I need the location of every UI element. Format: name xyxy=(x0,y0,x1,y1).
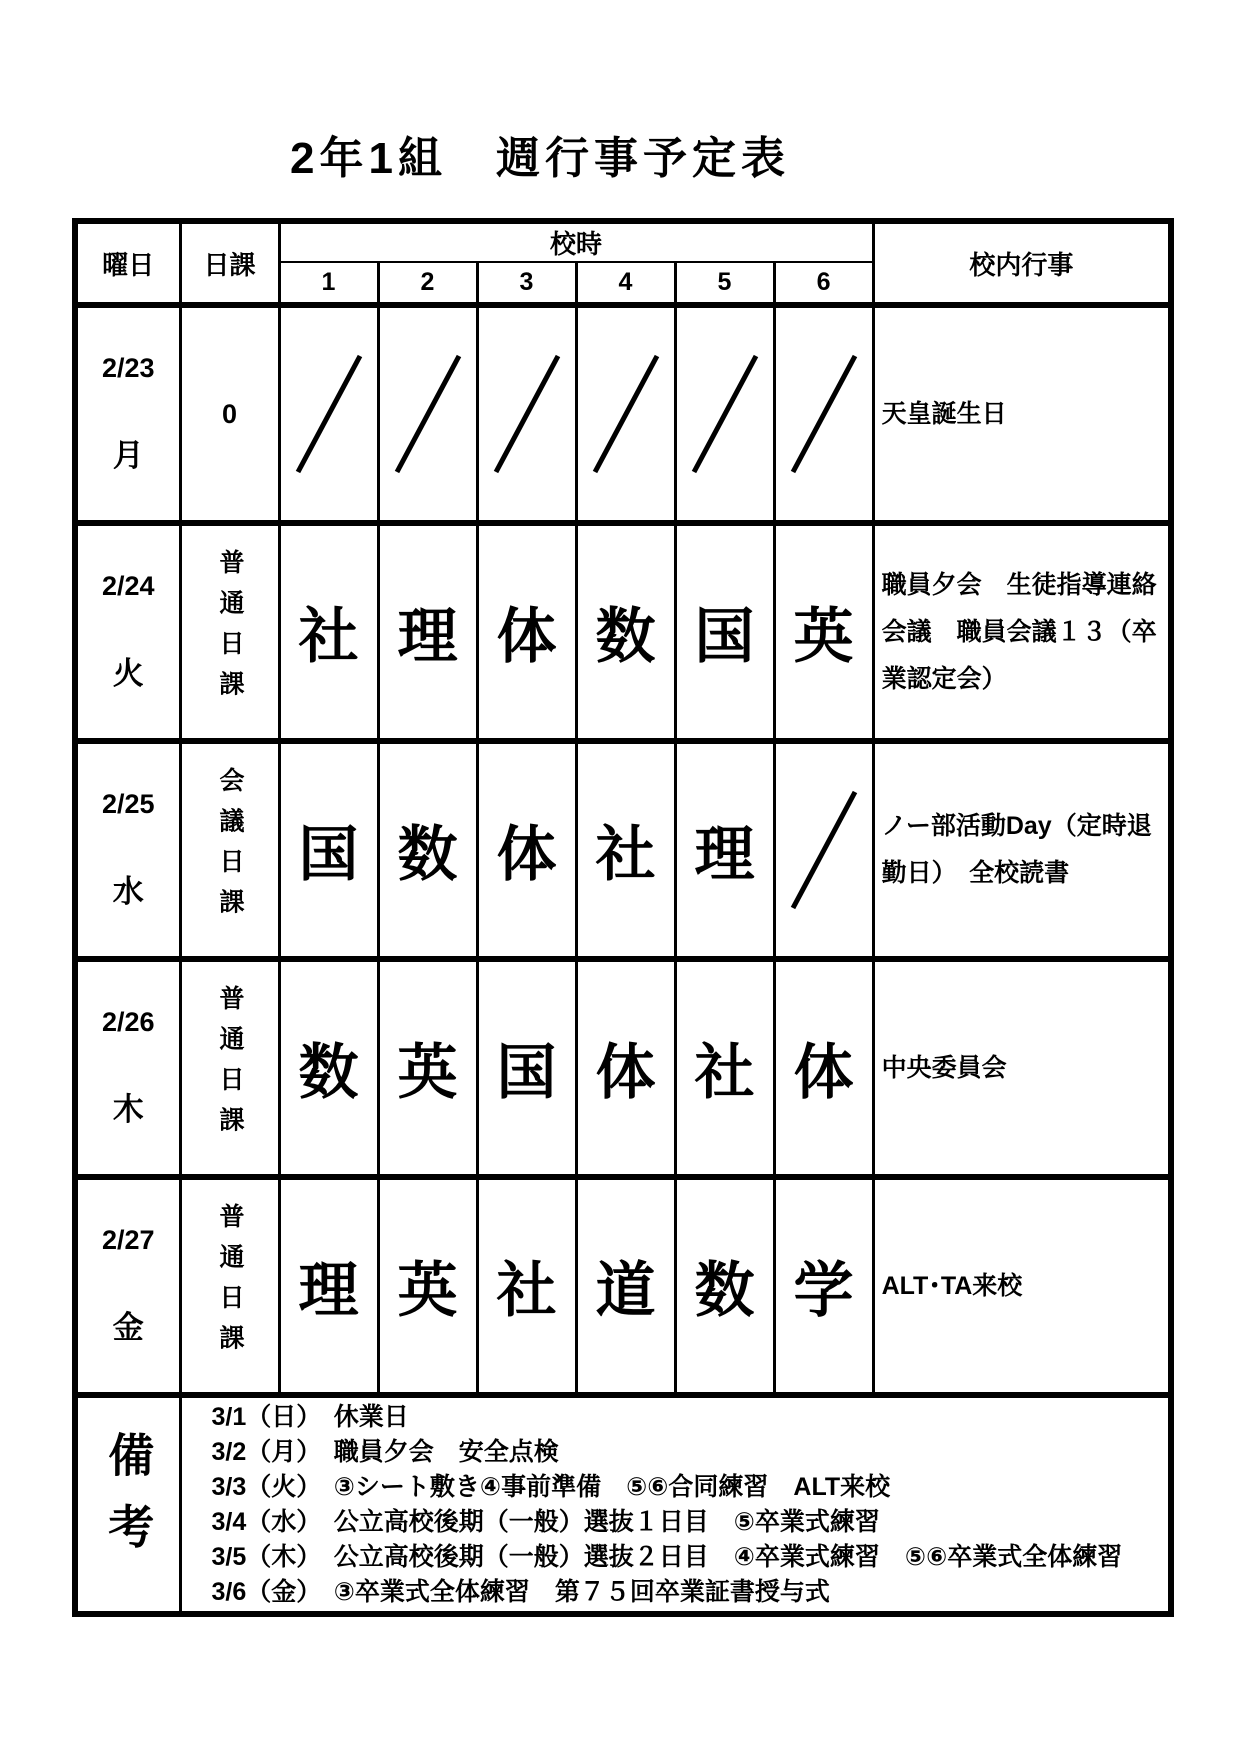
date-cell xyxy=(75,1177,180,1395)
period-cell: 体 xyxy=(477,523,576,741)
period-cell xyxy=(774,741,873,959)
remarks-line: 3/2（月） 職員夕会 安全点検 xyxy=(211,1437,559,1466)
daily-schedule-value: 普通日課 xyxy=(216,1202,244,1365)
event-cell: 天皇誕生日 xyxy=(873,305,1171,523)
date-label: 2/25 xyxy=(101,789,155,819)
period-cell xyxy=(576,305,675,523)
date-cell xyxy=(75,959,180,1177)
period-cell xyxy=(774,305,873,523)
header-day: 曜日 xyxy=(75,221,180,305)
period-cell: 理 xyxy=(378,523,477,741)
remarks-label: 備考 xyxy=(102,1430,155,1574)
remarks-label-cell xyxy=(75,1395,180,1614)
header-period-3: 3 xyxy=(477,262,576,305)
period-cell: 理 xyxy=(675,741,774,959)
daily-schedule-cell xyxy=(180,741,279,959)
daily-schedule-cell xyxy=(180,523,279,741)
period-cell xyxy=(378,305,477,523)
weekday-label: 水 xyxy=(112,874,144,909)
daily-schedule-value: 普通日課 xyxy=(216,548,244,711)
page-title: 2年1組 週行事予定表 xyxy=(290,134,790,183)
header-daily-schedule: 日課 xyxy=(180,221,279,305)
slash-mark xyxy=(390,350,466,478)
period-cell xyxy=(279,305,378,523)
slash-mark xyxy=(687,350,763,478)
weekday-label: 火 xyxy=(112,656,144,691)
weekday-label: 月 xyxy=(112,438,144,473)
daily-schedule-value: 普通日課 xyxy=(216,984,244,1147)
daily-schedule-cell xyxy=(180,959,279,1177)
date-label: 2/23 xyxy=(101,353,155,383)
weekly-schedule-table xyxy=(72,218,1174,1617)
remarks-line: 3/5（木） 公立高校後期（一般）選抜２日目 ④卒業式練習 ⑤⑥卒業式全体練習 xyxy=(211,1542,1123,1571)
period-cell: 社 xyxy=(477,1177,576,1395)
period-cell: 社 xyxy=(675,959,774,1177)
weekday-label: 木 xyxy=(112,1092,144,1127)
period-cell: 数 xyxy=(279,959,378,1177)
period-cell: 国 xyxy=(477,959,576,1177)
remarks-line: 3/4（水） 公立高校後期（一般）選抜１日目 ⑤卒業式練習 xyxy=(211,1507,880,1536)
slash-mark xyxy=(786,786,862,914)
date-label: 2/24 xyxy=(101,571,155,601)
event-cell: ノー部活動Day（定時退勤日） 全校読書 xyxy=(873,741,1171,959)
event-cell: ALT･TA来校 xyxy=(873,1177,1171,1395)
date-cell xyxy=(75,741,180,959)
slash-mark xyxy=(588,350,664,478)
period-cell: 学 xyxy=(774,1177,873,1395)
remarks-line: 3/3（火） ③シート敷き④事前準備 ⑤⑥合同練習 ALT来校 xyxy=(211,1472,891,1501)
period-cell: 国 xyxy=(675,523,774,741)
period-cell: 社 xyxy=(576,741,675,959)
period-cell xyxy=(675,305,774,523)
period-cell: 理 xyxy=(279,1177,378,1395)
period-cell: 体 xyxy=(477,741,576,959)
remarks-line: 3/6（金） ③卒業式全体練習 第７５回卒業証書授与式 xyxy=(211,1577,830,1606)
slash-mark xyxy=(786,350,862,478)
period-cell: 社 xyxy=(279,523,378,741)
period-cell: 国 xyxy=(279,741,378,959)
period-cell: 体 xyxy=(774,959,873,1177)
slash-mark xyxy=(489,350,565,478)
daily-schedule-value: 0 xyxy=(221,398,238,429)
period-cell: 体 xyxy=(576,959,675,1177)
remarks-content xyxy=(180,1395,1171,1614)
header-period-4: 4 xyxy=(576,262,675,305)
period-cell: 英 xyxy=(378,959,477,1177)
weekday-label: 金 xyxy=(112,1310,144,1345)
period-cell: 数 xyxy=(576,523,675,741)
period-cell: 道 xyxy=(576,1177,675,1395)
header-periods: 校時 xyxy=(279,221,873,262)
header-period-1: 1 xyxy=(279,262,378,305)
header-school-events: 校内行事 xyxy=(873,221,1171,305)
event-cell: 職員夕会 生徒指導連絡会議 職員会議１３（卒業認定会） xyxy=(873,523,1171,741)
period-cell: 英 xyxy=(774,523,873,741)
period-cell xyxy=(477,305,576,523)
date-label: 2/26 xyxy=(101,1007,155,1037)
slash-mark xyxy=(291,350,367,478)
event-cell: 中央委員会 xyxy=(873,959,1171,1177)
remarks-line: 3/1（日） 休業日 xyxy=(211,1402,409,1431)
header-period-5: 5 xyxy=(675,262,774,305)
daily-schedule-value: 会議日課 xyxy=(216,766,244,929)
daily-schedule-cell xyxy=(180,305,279,523)
period-cell: 数 xyxy=(675,1177,774,1395)
period-cell: 数 xyxy=(378,741,477,959)
daily-schedule-cell xyxy=(180,1177,279,1395)
date-label: 2/27 xyxy=(101,1225,155,1255)
header-period-6: 6 xyxy=(774,262,873,305)
date-cell xyxy=(75,523,180,741)
period-cell: 英 xyxy=(378,1177,477,1395)
date-cell xyxy=(75,305,180,523)
header-period-2: 2 xyxy=(378,262,477,305)
